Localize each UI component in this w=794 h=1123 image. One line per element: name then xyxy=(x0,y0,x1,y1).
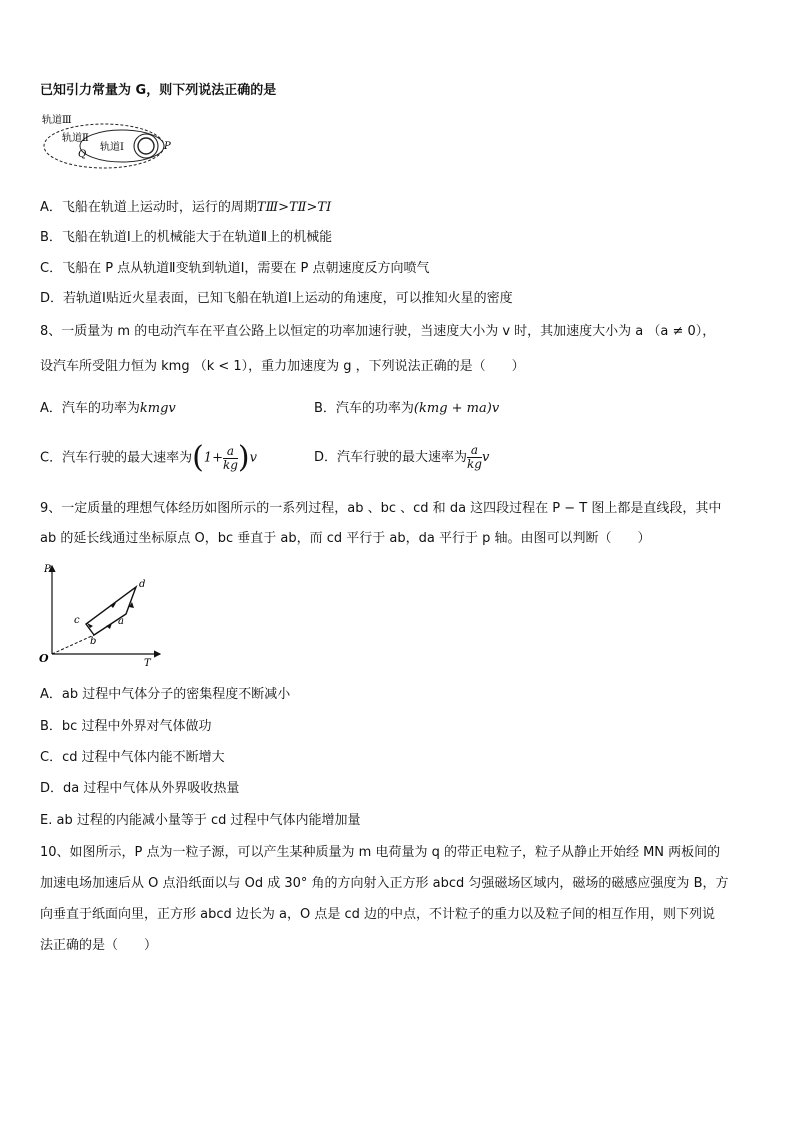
point-q: Q xyxy=(78,149,87,160)
q10-line4: 法正确的是（ ） xyxy=(40,938,158,953)
q7-option-a: A．飞船在轨道上运动时，运行的周期TⅢ>TⅡ>TⅠ xyxy=(40,200,332,215)
q8-option-c: C．汽车行驶的最大速率为(1+ $\frac{a}{kg}$ )v xyxy=(40,440,257,475)
q9-option-a: A．ab 过程中气体分子的密集程度不断减小 xyxy=(40,687,291,702)
arrow-ab xyxy=(106,623,112,629)
q9-option-e: E. ab 过程的内能减小量等于 cd 过程中气体内能增加量 xyxy=(40,813,361,828)
ab-extension xyxy=(52,635,97,654)
orbit-diagram xyxy=(40,110,190,172)
point-b: b xyxy=(90,636,97,647)
orbit1-label: 轨道Ⅰ xyxy=(100,142,124,153)
q10-line3: 向垂直于纸面向里，正方形 abcd 边长为 a，O 点是 cd 边的中点，不计粒子的重力以及粒子间的相互作用，则下列说 xyxy=(40,907,716,922)
q9-line1: 9、一定质量的理想气体经历如图所示的一系列过程，ab 、bc 、cd 和 da 这四段过程在 P − T 图上都是直线段，其中 xyxy=(40,501,722,516)
q7-option-d: D．若轨道Ⅰ贴近火星表面，已知飞船在轨道Ⅰ上运动的角速度，可以推知火星的密度 xyxy=(40,291,513,306)
q10-line2: 加速电场加速后从 O 点沿纸面以与 Od 成 30° 角的方向射入正方形 abcd 匀强磁场区域内，磁场的磁感应强度为 B，方 xyxy=(40,876,729,891)
q9-line2: ab 的延长线通过坐标原点 O，bc 垂直于 ab，而 cd 平行于 ab，da 平行于 p 轴。由图可以判断（ ） xyxy=(40,531,651,546)
axis-t-label: T xyxy=(144,658,151,669)
q8-option-d: D．汽车行驶的最大速率为 $\frac{a}{kg}$ v xyxy=(314,443,490,471)
q8-option-b: B．汽车的功率为(kmg + ma)v xyxy=(314,401,500,416)
origin-label: O xyxy=(39,652,49,665)
point-c: c xyxy=(74,615,80,626)
q9-option-b: B．bc 过程中外界对气体做功 xyxy=(40,719,212,734)
q8-line1: 8、一质量为 m 的电动汽车在平直公路上以恒定的功率加速行驶，当速度大小为 v 时，其加速度大小为 a （a ≠ 0）， xyxy=(40,324,716,339)
q7-option-b: B．飞船在轨道Ⅰ上的机械能大于在轨道Ⅱ上的机械能 xyxy=(40,230,333,245)
q9-option-d: D．da 过程中气体从外界吸收热量 xyxy=(40,781,240,796)
pt-diagram xyxy=(36,560,166,670)
q7-option-c: C．飞船在 P 点从轨道Ⅱ变轨到轨道Ⅰ，需要在 P 点朝速度反方向喷气 xyxy=(40,261,430,276)
orbit3-label: 轨道Ⅲ xyxy=(42,115,72,126)
q7-stem: 已知引力常量为 G，则下列说法正确的是 xyxy=(40,83,277,98)
process-cycle xyxy=(86,587,136,635)
point-a: a xyxy=(118,616,124,627)
mars xyxy=(138,138,154,154)
orbit2-label: 轨道Ⅱ xyxy=(62,133,89,144)
point-d: d xyxy=(139,579,146,590)
q9-option-c: C．cd 过程中气体内能不断增大 xyxy=(40,750,225,765)
q10-line1: 10、如图所示，P 点为一粒子源，可以产生某种质量为 m 电荷量为 q 的带正电粒子，粒子从静止开始经 MN 两板间的 xyxy=(40,845,721,860)
q8-option-a: A．汽车的功率为kmgv xyxy=(40,401,176,416)
axis-p-label: P xyxy=(44,564,51,575)
point-p: P xyxy=(164,141,171,152)
q8-line2: 设汽车所受阻力恒为 kmg （k < 1），重力加速度为 g ，下列说法正确的是（ ） xyxy=(40,359,525,374)
